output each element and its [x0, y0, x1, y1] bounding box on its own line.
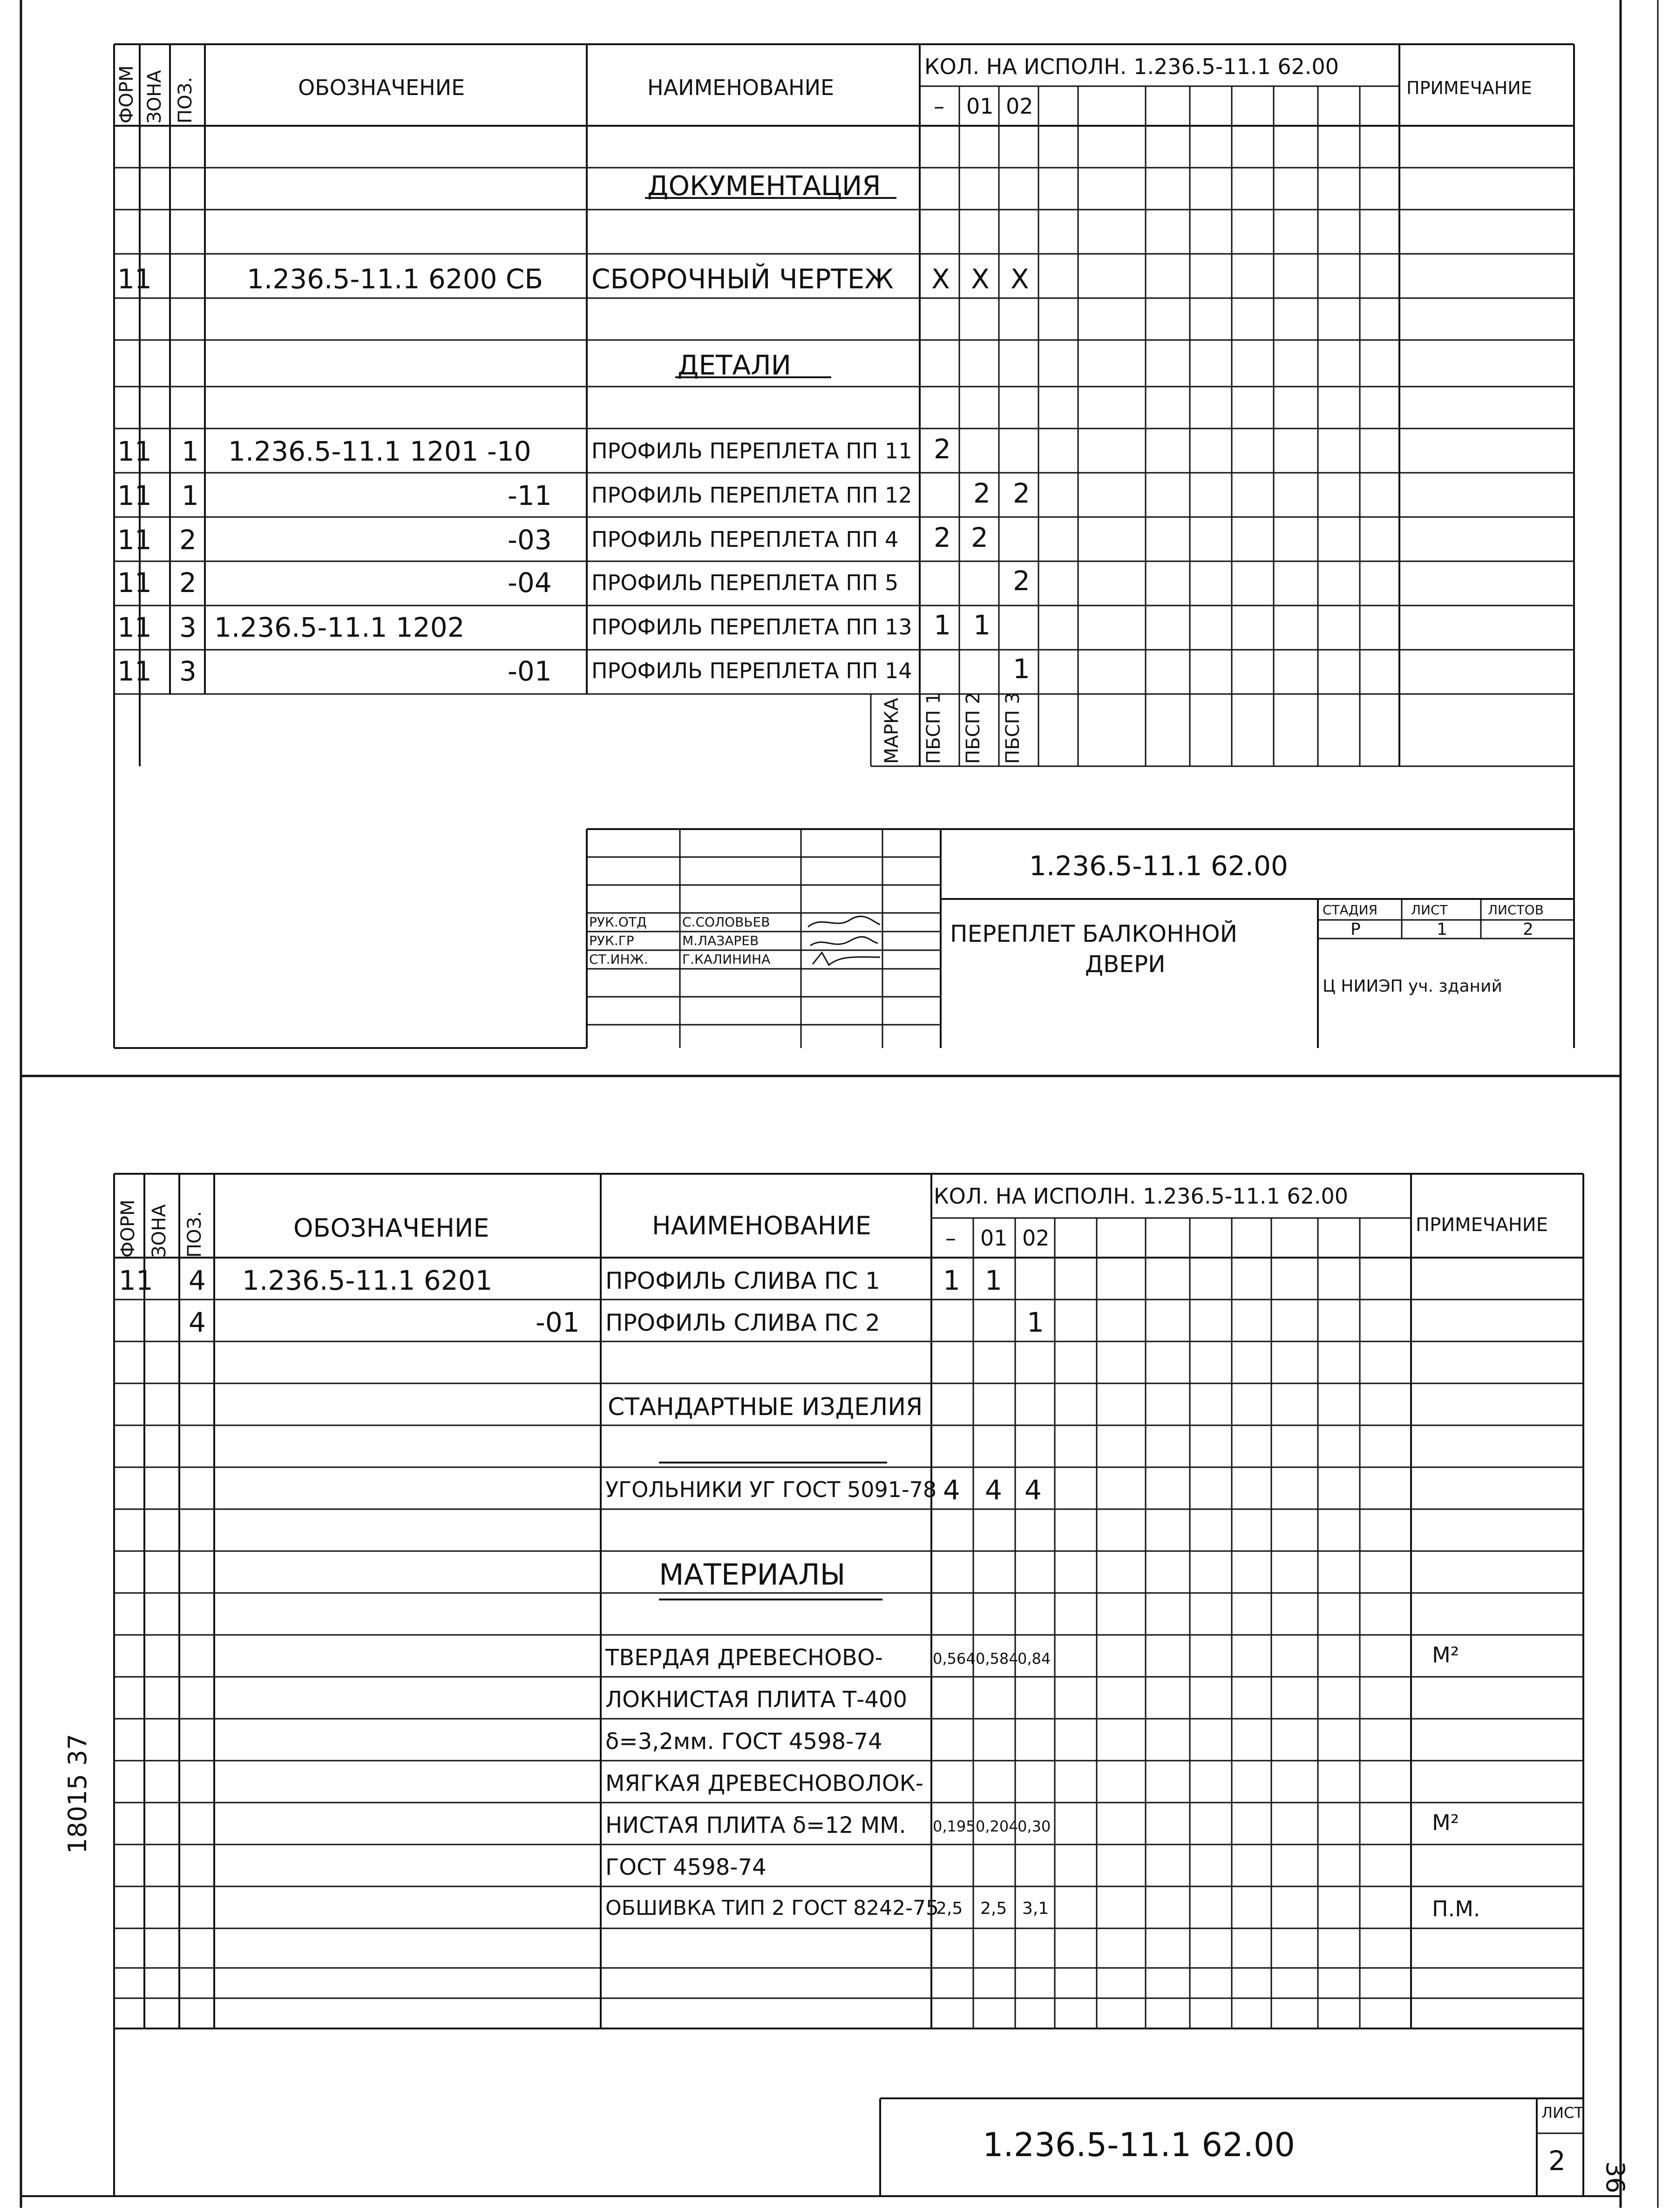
header-note: ПРИМЕЧАНИЕ	[1416, 1214, 1548, 1236]
row-name: ПРОФИЛЬ ПЕРЕПЛЕТА ПП 12	[591, 483, 912, 508]
header-note: ПРИМЕЧАНИЕ	[1406, 78, 1532, 98]
section-documentation: ДОКУМЕНТАЦИЯ	[647, 170, 881, 202]
row-form: 11	[117, 655, 152, 687]
signer-name: С.СОЛОВЬЕВ	[682, 914, 770, 930]
marks-label: МАРКА	[881, 698, 902, 764]
stamp-sheets-label: ЛИСТОВ	[1488, 902, 1544, 918]
signer-role: РУК.ГР	[589, 933, 634, 948]
row-pos: 1	[182, 480, 199, 511]
material-hard-line1: ТВЕРДАЯ ДРЕВЕСНОВО-	[605, 1645, 883, 1671]
row-form: 11	[117, 480, 152, 511]
header-v2: 02	[1022, 1225, 1050, 1251]
row-pos: 3	[179, 612, 197, 643]
row-q0: 1	[934, 609, 951, 641]
stamp2-sheet-label: ЛИСТ	[1541, 2104, 1583, 2122]
row-form: 11	[117, 612, 152, 643]
row-name: ПРОФИЛЬ СЛИВА ПС 1	[605, 1267, 880, 1294]
stamp-sheets: 2	[1523, 920, 1534, 939]
header-zone: ЗОНА	[149, 1204, 170, 1258]
page-number: 36	[1601, 2161, 1630, 2193]
header-designation: ОБОЗНАЧЕНИЕ	[293, 1213, 489, 1243]
section-materials: МАТЕРИАЛЫ	[659, 1558, 846, 1592]
materials-underline	[659, 1599, 882, 1600]
signer-role: РУК.ОТД	[589, 914, 647, 930]
row-q0: 2	[934, 522, 951, 553]
section-standard-items: СТАНДАРТНЫЕ ИЗДЕЛИЯ	[608, 1393, 923, 1421]
row-q1: 2	[973, 477, 991, 509]
row-name: ПРОФИЛЬ СЛИВА ПС 2	[605, 1309, 880, 1336]
row-form: 11	[117, 524, 152, 556]
row-q2: 1	[1027, 1307, 1044, 1338]
row-form: 11	[119, 1265, 153, 1296]
stamp-stage-label: СТАДИЯ	[1323, 902, 1378, 918]
header-name: НАИМЕНОВАНИЕ	[647, 75, 835, 100]
row-q2: 2	[1013, 565, 1030, 597]
row-name: ПРОФИЛЬ ПЕРЕПЛЕТА ПП 5	[591, 570, 899, 595]
material-soft-q2: 0,30	[1018, 1817, 1051, 1835]
header-v2: 02	[1006, 94, 1033, 119]
row-designation: 1.236.5-11.1 1202	[214, 612, 465, 643]
archive-number: 18015 37	[63, 1734, 92, 1854]
row-q1: 1	[973, 609, 991, 641]
signatures-icon	[803, 913, 882, 969]
row-q1: 2	[971, 522, 988, 553]
std-row-name: УГОЛЬНИКИ УГ ГОСТ 5091-78	[605, 1477, 937, 1502]
row-pos: 2	[179, 524, 197, 556]
material-hard-line3: δ=3,2мм. ГОСТ 4598-74	[605, 1729, 882, 1755]
stamp-sheet-label: ЛИСТ	[1411, 902, 1448, 918]
signer-name: Г.КАЛИНИНА	[682, 952, 771, 967]
material-trim-q0: 2,5	[936, 1899, 963, 1918]
material-soft-line1: МЯГКАЯ ДРЕВЕСНОВОЛОК-	[605, 1770, 923, 1797]
doc-row-q0: Х	[931, 263, 950, 295]
mark-pbsp-2: ПБСП 2	[963, 692, 984, 764]
material-trim-q1: 2,5	[980, 1899, 1007, 1918]
row-q1: 1	[985, 1265, 1002, 1296]
mark-pbsp-1: ПБСП 1	[923, 692, 944, 764]
material-trim-unit: П.М.	[1432, 1896, 1480, 1921]
stamp-title-line1: ПЕРЕПЛЕТ БАЛКОННОЙ	[950, 920, 1238, 947]
row-q0: 2	[934, 433, 951, 465]
section-parts: ДЕТАЛИ	[678, 349, 792, 381]
row-designation: -01	[536, 1307, 580, 1338]
signer-role: СТ.ИНЖ.	[589, 952, 648, 967]
row-name: ПРОФИЛЬ ПЕРЕПЛЕТА ПП 11	[591, 438, 912, 463]
row-designation: -04	[508, 567, 552, 599]
stamp-title-line2: ДВЕРИ	[1085, 951, 1166, 978]
row-name: ПРОФИЛЬ ПЕРЕПЛЕТА ПП 4	[591, 527, 899, 552]
header-v0: –	[945, 1225, 956, 1251]
doc-row-name: СБОРОЧНЫЙ ЧЕРТЕЖ	[591, 263, 894, 295]
stamp-code: 1.236.5-11.1 62.00	[1029, 850, 1288, 882]
material-soft-q1: 0,204	[976, 1817, 1018, 1835]
doc-row-form: 11	[117, 263, 152, 295]
row-pos: 1	[182, 436, 199, 467]
row-pos: 4	[189, 1265, 206, 1296]
material-trim-name: ОБШИВКА ТИП 2 ГОСТ 8242-75	[605, 1896, 939, 1920]
header-pos: ПОЗ.	[175, 77, 196, 123]
material-hard-q2: 0,84	[1018, 1650, 1051, 1668]
std-row-q2: 4	[1025, 1474, 1042, 1506]
material-soft-line2: НИСТАЯ ПЛИТА δ=12 ММ.	[605, 1812, 906, 1838]
row-q2: 1	[1013, 653, 1030, 685]
stamp2-sheet: 2	[1548, 2145, 1566, 2177]
row-designation: -11	[508, 480, 552, 511]
signer-name: М.ЛАЗАРЕВ	[682, 933, 759, 948]
material-hard-unit: М²	[1432, 1642, 1459, 1668]
row-pos: 2	[179, 567, 197, 599]
header-zone: ЗОНА	[144, 70, 165, 123]
mark-pbsp-3: ПБСП 3	[1002, 692, 1024, 764]
stamp-org: Ц НИИЭП уч. зданий	[1323, 977, 1502, 996]
header-form: ФОРМ	[116, 65, 137, 123]
header-v1: 01	[980, 1225, 1008, 1251]
doc-row-q2: Х	[1011, 263, 1029, 295]
header-designation: ОБОЗНАЧЕНИЕ	[298, 75, 465, 100]
material-hard-q1: 0,584	[976, 1650, 1018, 1668]
header-v0: –	[934, 94, 944, 119]
row-pos: 4	[189, 1307, 206, 1338]
header-qty: КОЛ. НА ИСПОЛН. 1.236.5-11.1 62.00	[934, 1184, 1349, 1209]
material-hard-line2: ЛОКНИСТАЯ ПЛИТА Т-400	[605, 1687, 907, 1713]
row-designation: 1.236.5-11.1 1201 -10	[228, 436, 531, 467]
header-form: ФОРМ	[117, 1199, 139, 1258]
row-designation: 1.236.5-11.1 6201	[242, 1265, 493, 1296]
row-name: ПРОФИЛЬ ПЕРЕПЛЕТА ПП 13	[591, 614, 912, 640]
row-form: 11	[117, 436, 152, 467]
row-pos: 3	[179, 655, 197, 687]
material-soft-unit: М²	[1432, 1810, 1459, 1835]
row-name: ПРОФИЛЬ ПЕРЕПЛЕТА ПП 14	[591, 658, 912, 683]
row-designation: -01	[508, 655, 552, 687]
row-q0: 1	[943, 1265, 960, 1296]
row-q2: 2	[1013, 477, 1030, 509]
stamp-sheet: 1	[1437, 920, 1447, 939]
stamp2-code: 1.236.5-11.1 62.00	[983, 2126, 1295, 2164]
material-soft-line3: ГОСТ 4598-74	[605, 1854, 767, 1880]
material-hard-q0: 0,564	[933, 1650, 976, 1668]
header-v1: 01	[966, 94, 994, 119]
std-row-q0: 4	[943, 1474, 960, 1506]
stamp-stage: Р	[1350, 920, 1361, 939]
doc-row-q1: Х	[971, 263, 990, 295]
header-qty: КОЛ. НА ИСПОЛН. 1.236.5-11.1 62.00	[924, 54, 1339, 79]
header-pos: ПОЗ.	[184, 1211, 205, 1258]
material-trim-q2: 3,1	[1022, 1899, 1049, 1918]
doc-row-designation: 1.236.5-11.1 6200 СБ	[247, 263, 543, 295]
header-name: НАИМЕНОВАНИЕ	[652, 1211, 871, 1240]
std-row-q1: 4	[985, 1474, 1002, 1506]
material-soft-q0: 0,195	[933, 1817, 976, 1835]
row-form: 11	[117, 567, 152, 599]
row-designation: -03	[508, 524, 552, 556]
